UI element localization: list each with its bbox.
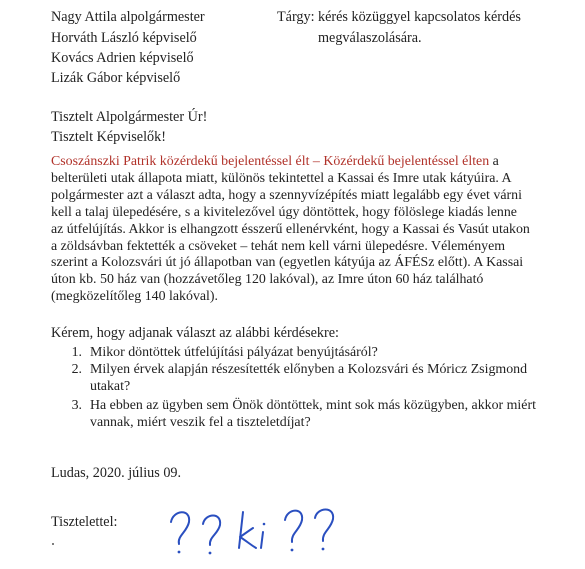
question-number: 1. — [71, 345, 82, 360]
body-highlight: Csoszánszki Patrik közérdekű bejelentéssel élt – Közérdekű bejelentéssel élten — [51, 154, 490, 169]
recipient-line: Horváth László képviselő — [51, 30, 197, 46]
body-text: a belterületi utak állapota miatt, különös tekintettel a Kassai és Imre utak kátyúira. A polgármester azt a választ adta, hogy a szennyvízépítés miatt legalább egy évet várni kell a talaj ülepedésére, s a kivitelezővel úgy döntöttek, hogy fölöslege kiadás lenne az útfelújítás. Akkor is elhangzott ésszerű ellenérvként, hogy a Kassai és Vasút utakon a zöldsávban fektették a csöveket – tehát nem kell várni ülepedésre. Véleményem szerint a Kolozsvári út jó állapotban van (egyetlen kátyúja az ÁFÉSz előtt). A Kassai úton kb. 50 ház van (hozzávetőleg 120 lakóval), az Imre úton 60 ház található (megközelítőleg 140 lakóval). — [51, 154, 530, 305]
date-line: Ludas, 2020. július 09. — [51, 465, 182, 481]
subject-label: Tárgy: — [277, 9, 315, 25]
salutation-line-1: Tisztelt Alpolgármester Úr! — [51, 109, 208, 125]
handwritten-signature — [165, 502, 365, 560]
closing-line: Tisztelettel: — [51, 514, 118, 530]
question-number: 3. — [71, 398, 82, 413]
subject-line-1: kérés közüggyel kapcsolatos kérdés — [318, 9, 521, 25]
salutation-line-2: Tisztelt Képviselők! — [51, 129, 166, 145]
subject-line-2: megválaszolására. — [318, 30, 422, 46]
recipient-line: Kovács Adrien képviselő — [51, 50, 194, 66]
question-text: Milyen érvek alapján részesítették előnyben a Kolozsvári és Móricz Zsigmond utakat? — [90, 362, 528, 394]
question-number: 2. — [71, 362, 82, 377]
body-paragraph — [51, 154, 531, 306]
recipient-line: Nagy Attila alpolgármester — [51, 9, 205, 25]
ink-dot — [52, 543, 54, 545]
request-intro: Kérem, hogy adjanak választ az alábbi kérdésekre: — [51, 325, 339, 341]
recipient-line: Lizák Gábor képviselő — [51, 70, 181, 86]
question-text: Ha ebben az ügyben sem Önök döntöttek, mint sok más közügyben, akkor miért vannak, miért veszik fel a tiszteletdíjat? — [90, 398, 536, 430]
question-text: Mikor döntöttek útfelújítási pályázat benyújtásáról? — [90, 345, 378, 360]
